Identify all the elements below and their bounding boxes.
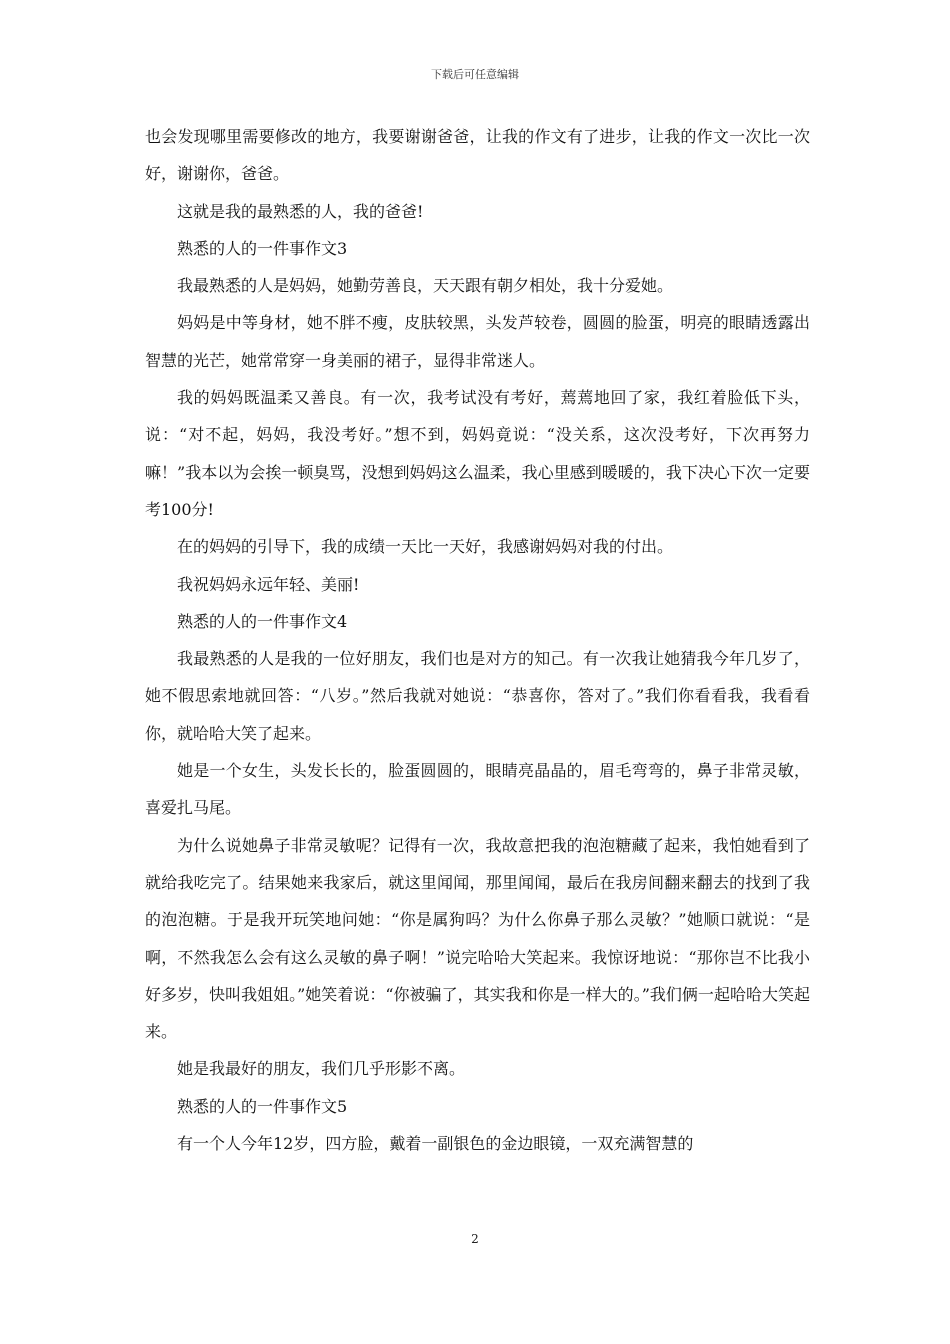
paragraph: 有一个人今年12岁，四方脸，戴着一副银色的金边眼镜，一双充满智慧的 bbox=[177, 1134, 694, 1154]
paragraph: 我的妈妈既温柔又善良。有一次，我考试没有考好，蔫蔫地回了家，我红着脸低下头，说：“对不起，妈妈，我没考好。”想不到，妈妈竟说：“没关系，这次没考好，下次再努力嘛！”我本以为会挨一顿臭骂，没想到妈妈这么温柔，我心里感到暖暖的，我下决心下次一定要考100分! bbox=[145, 388, 810, 519]
section-title: 熟悉的人的一件事作文4 bbox=[177, 611, 348, 631]
page-header: 下载后可任意编辑 bbox=[431, 68, 519, 81]
paragraph: 也会发现哪里需要修改的地方，我要谢谢爸爸，让我的作文有了进步，让我的作文一次比一次好，谢谢你，爸爸。 bbox=[145, 127, 810, 184]
paragraph: 我最熟悉的人是妈妈，她勤劳善良，天天跟有朝夕相处，我十分爱她。 bbox=[177, 276, 674, 296]
paragraph: 妈妈是中等身材，她不胖不瘦，皮肤较黑，头发芦较卷，圆圆的脸蛋，明亮的眼睛透露出智慧的光芒，她常常穿一身美丽的裙子，显得非常迷人。 bbox=[145, 313, 810, 370]
paragraph: 她是我最好的朋友，我们几乎形影不离。 bbox=[177, 1059, 466, 1079]
paragraph: 在的妈妈的引导下，我的成绩一天比一天好，我感谢妈妈对我的付出。 bbox=[177, 537, 674, 557]
document-body bbox=[145, 118, 810, 1162]
paragraph: 我祝妈妈永远年轻、美丽! bbox=[177, 574, 360, 594]
paragraph: 她是一个女生，头发长长的，脸蛋圆圆的，眼睛亮晶晶的，眉毛弯弯的，鼻子非常灵敏，喜爱扎马尾。 bbox=[145, 761, 810, 818]
paragraph: 这就是我的最熟悉的人，我的爸爸! bbox=[177, 201, 424, 221]
paragraph: 我最熟悉的人是我的一位好朋友，我们也是对方的知己。有一次我让她猜我今年几岁了，她不假思索地就回答：“八岁。”然后我就对她说：“恭喜你，答对了。”我们你看看我，我看看你，就哈哈大笑了起来。 bbox=[145, 649, 810, 743]
section-title: 熟悉的人的一件事作文3 bbox=[177, 238, 348, 258]
paragraph: 为什么说她鼻子非常灵敏呢？记得有一次，我故意把我的泡泡糖藏了起来，我怕她看到了就给我吃完了。结果她来我家后，就这里闻闻，那里闻闻，最后在我房间翻来翻去的找到了我的泡泡糖。于是我开玩笑地问她：“你是属狗吗？为什么你鼻子那么灵敏？”她顺口就说：“是啊，不然我怎么会有这么灵敏的鼻子啊！”说完哈哈大笑起来。我惊讶地说：“那你岂不比我小好多岁，快叫我姐姐。”她笑着说：“你被骗了，其实我和你是一样大的。”我们俩一起哈哈大笑起来。 bbox=[145, 835, 810, 1042]
section-title: 熟悉的人的一件事作文5 bbox=[177, 1096, 348, 1116]
page-number: 2 bbox=[471, 1232, 479, 1246]
